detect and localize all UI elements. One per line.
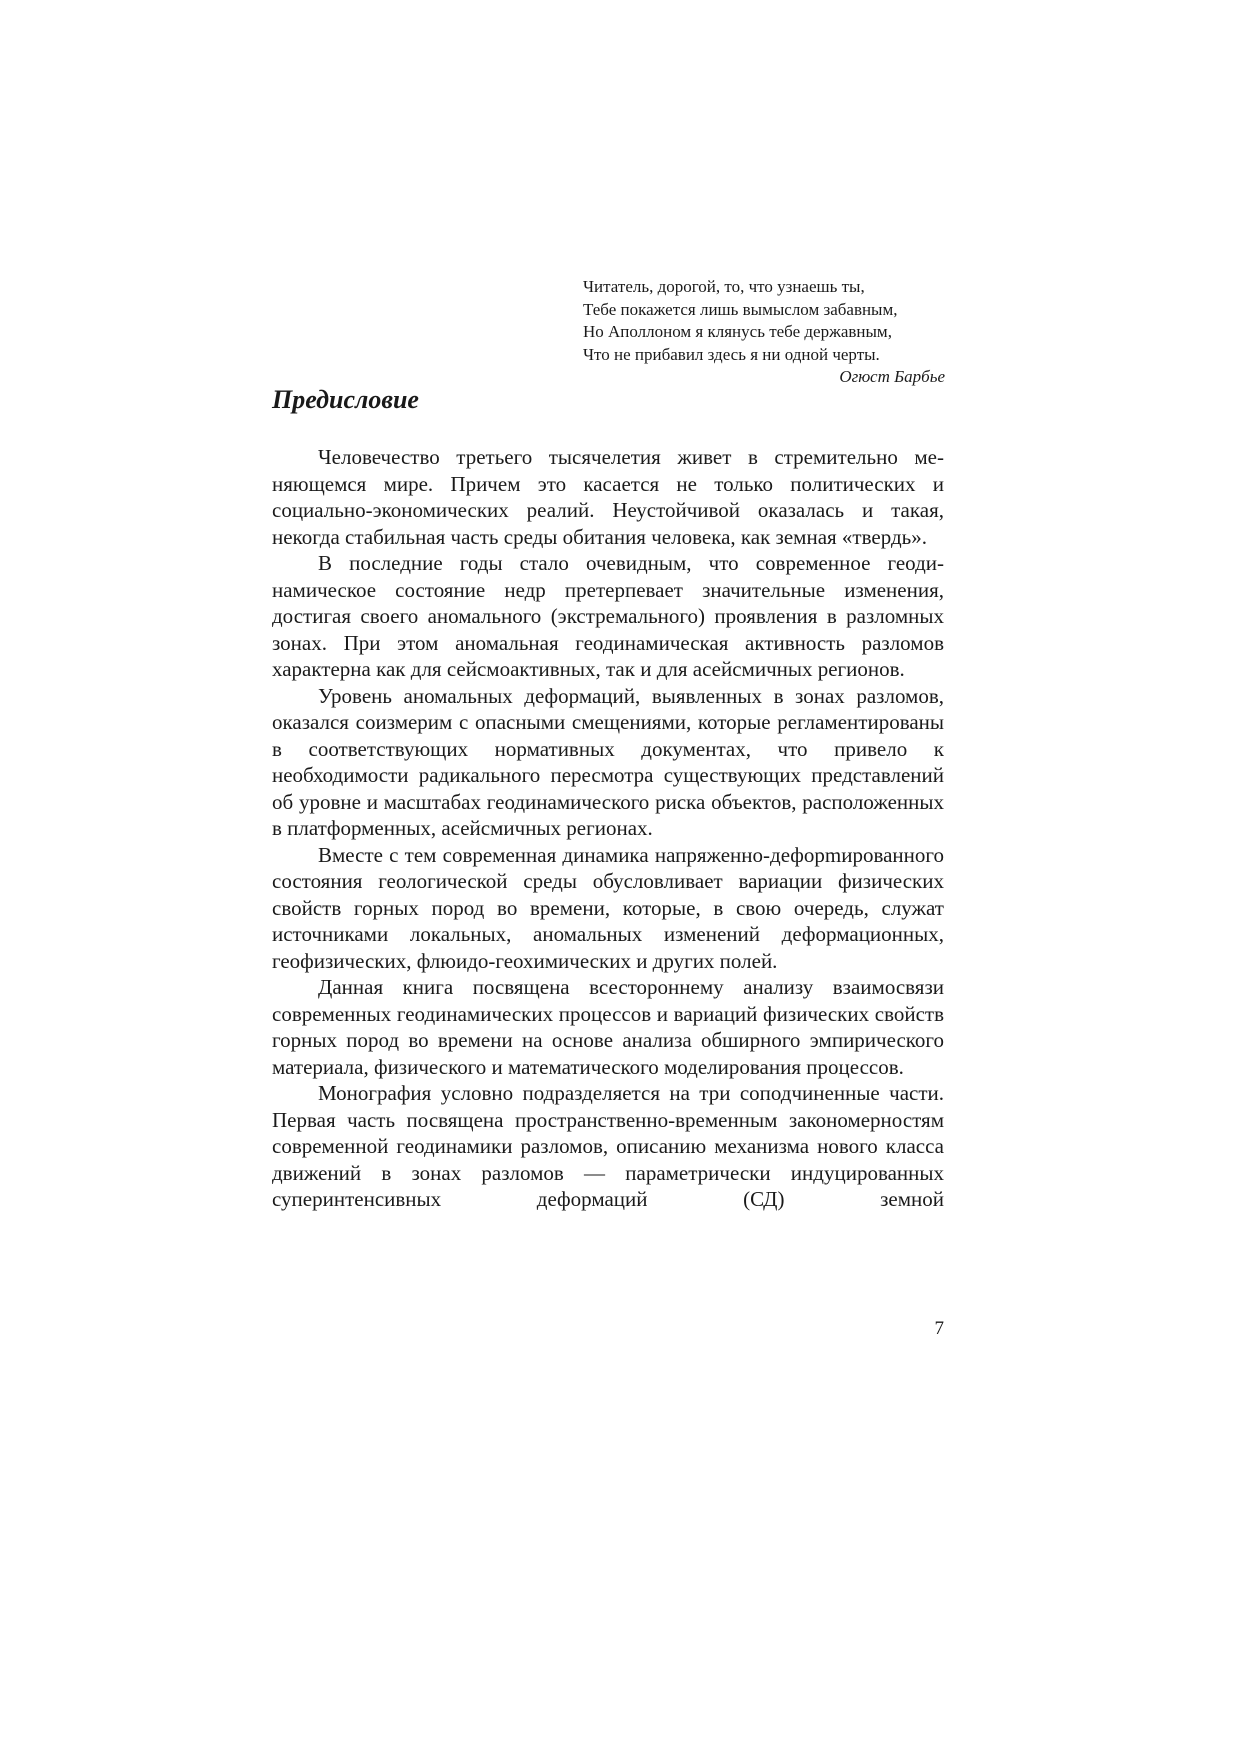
page-number: 7 xyxy=(934,1318,944,1339)
epigraph-line: Тебе покажется лишь вымыслом забавным, xyxy=(583,299,898,319)
paragraph: Человечество третьего тысячелетия живет в стремительно меняющемся мире. Причем это касается не только политических и социально-экономических реалий. Неустойчивой оказалась и такая, некогда стабильная часть среды обитания человека, как земная «твердь». xyxy=(272,445,944,549)
paragraph: Данная книга посвящена всестороннему анализу взаимосвязи современных геодинамических процессов и вариаций физических свойств горных пород во времени на основе анализа обширного эмпирического материала, физического и математического моделирования процессов. xyxy=(272,975,944,1079)
paragraph: Уровень аномальных деформаций, выявленных в зонах разломов, оказался соизмерим с опасными смещениями, которые регламентированы в соответствующих нормативных документах, что привело к необходимости радикального пересмотра существующих представлений об уровне и масштабах геодинамического риска объектов, расположенных в платформенных, асейсмичных регионах. xyxy=(272,683,944,840)
paragraph: Монография условно подразделяется на три соподчиненные части. Первая часть посвящена пространственно-временным закономерностям современной геодинамики разломов, описанию механизма нового класса движений в зонах разломов — параметрически индуцированных суперинтенсивных деформаций (СД) земной xyxy=(272,1081,944,1211)
paragraph: В последние годы стало очевидным, что современное геодинамическое состояние недр претерпевает значительные изменения, достигая своего аномального (экстремального) проявления в разломных зонах. При этом аномальная геодинамическая активность разломов характерна как для сейсмоактивных, так и для асейсмичных регионов. xyxy=(272,551,944,681)
epigraph-author: Огюст Барбье xyxy=(839,367,945,387)
epigraph-line: Но Аполлоном я клянусь тебе державным, xyxy=(583,322,892,342)
epigraph-line: Читатель, дорогой, то, что узнаешь ты, xyxy=(583,277,865,296)
paragraph: Вместе с тем современная динамика напряженно-дефорmированного состояния геологической среды обусловливает вариации физических свойств горных пород во времени, которые, в свою очередь, служат источниками локальных, аномальных изменений деформационных, геофизических, флюидо-геохимических и других полей. xyxy=(272,842,944,973)
section-title: Предисловие xyxy=(272,385,419,414)
epigraph-line: Что не прибавил здесь я ни одной черты. xyxy=(583,344,880,364)
body-text xyxy=(272,444,944,1213)
epigraph xyxy=(583,276,945,389)
